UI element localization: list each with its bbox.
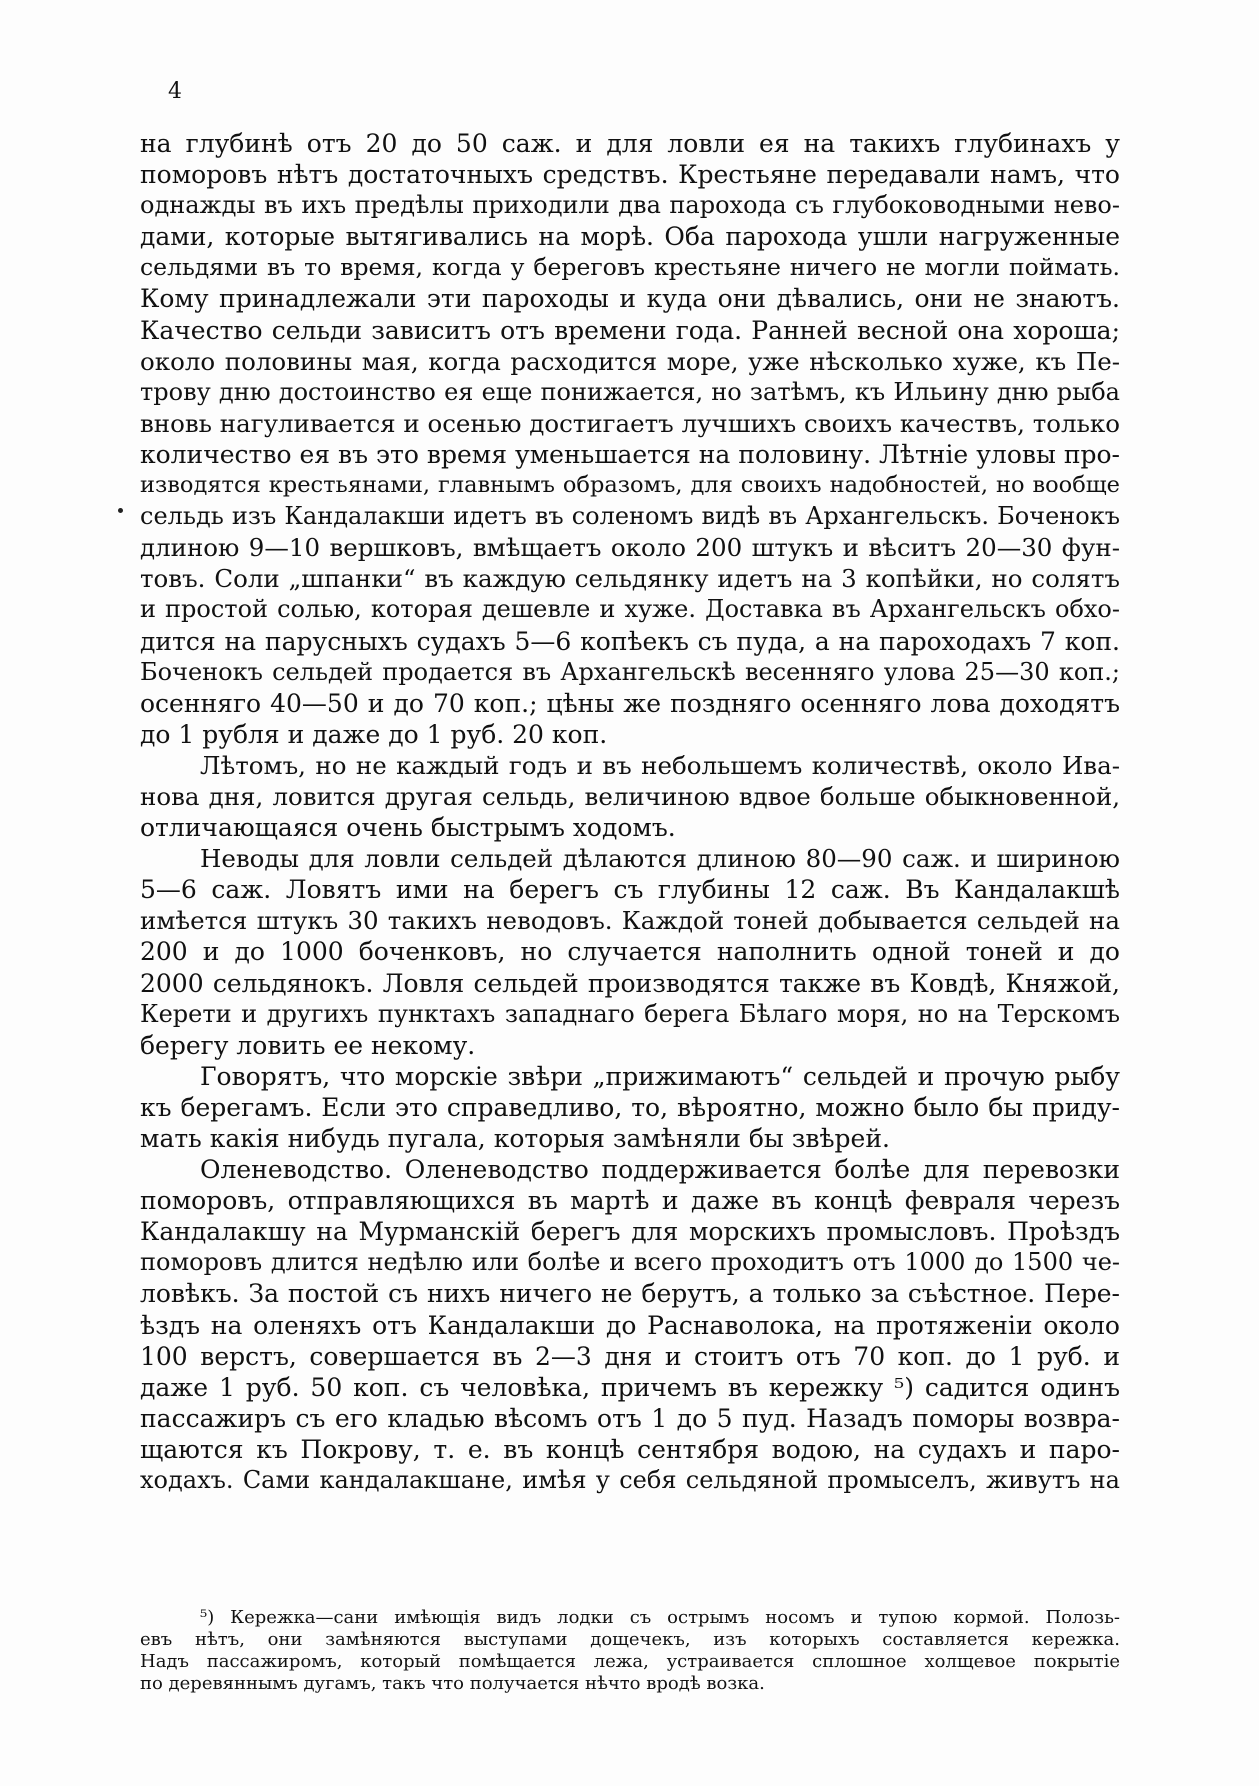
text-line: трову дню достоинство ея еще понижается, но затѣмъ, къ Ильину дню рыба <box>140 377 1120 406</box>
footnote-line: евъ нѣтъ, они замѣняются выступами дощечекъ, изъ которыхъ составляется кережка. <box>140 1629 1120 1650</box>
text-line: изводятся крестьянами, главнымъ образомъ, для своихъ надобностей, но вообще <box>140 472 1120 499</box>
text-line: къ берегамъ. Если это справедливо, то, вѣроятно, можно было бы приду- <box>140 1092 1120 1122</box>
text-line: ловѣкъ. За постой съ нихъ ничего не берутъ, а только за съѣстное. Пере- <box>140 1279 1120 1309</box>
text-line: поморовъ, отправляющихся въ мартѣ и даже въ концѣ февраля черезъ <box>140 1186 1120 1216</box>
text-line: около половины мая, когда расходится море, уже нѣсколько хуже, къ Пе- <box>140 346 1120 376</box>
text-line: дами, которые вытягивались на морѣ. Оба парохода ушли нагруженные <box>140 222 1120 252</box>
text-line: ѣздъ на оленяхъ отъ Кандалакши до Раснаволока, на протяженіи около <box>140 1310 1120 1340</box>
text-line: сельдями въ то время, когда у береговъ крестьяне ничего не могли поймать. <box>140 253 1120 282</box>
text-line: поморовъ длится недѣлю или болѣе и всего проходитъ отъ 1000 до 1500 че- <box>140 1248 1120 1277</box>
margin-dot-mark <box>118 508 123 513</box>
text-line: на глубинѣ отъ 20 до 50 саж. и для ловли ея на такихъ глубинахъ у <box>140 129 1120 158</box>
text-line: Боченокъ сельдей продается въ Архангельскѣ весенняго улова 25—30 коп.; <box>140 657 1120 686</box>
text-line: 2000 сельдянокъ. Ловля сельдей производятся также въ Ковдѣ, Княжой, <box>140 968 1120 998</box>
text-line: Качество сельди зависитъ отъ времени года. Ранней весной она хороша; <box>140 315 1120 345</box>
text-line: берегу ловить ее некому. <box>140 1030 476 1060</box>
text-line: 100 верстъ, совершается въ 2—3 дня и стоитъ отъ 70 коп. до 1 руб. и <box>140 1341 1120 1371</box>
text-line: однажды въ ихъ предѣлы приходили два парохода съ глубоководными нево- <box>140 191 1120 220</box>
text-line: до 1 рубля и даже до 1 руб. 20 коп. <box>140 719 608 749</box>
text-line: Кандалакшу на Мурманскій берегъ для морскихъ промысловъ. Проѣздъ <box>140 1217 1120 1247</box>
text-line: количество ея въ это время уменьшается на половину. Лѣтніе уловы про- <box>140 439 1120 469</box>
text-line: щаются къ Покрову, т. е. въ концѣ сентября водою, на судахъ и паро- <box>140 1434 1120 1464</box>
text-line: длиною 9—10 вершковъ, вмѣщаетъ около 200 штукъ и вѣситъ 20—30 фун- <box>140 533 1120 563</box>
text-line: ходахъ. Сами кандалакшане, имѣя у себя сельдяной промыселъ, живутъ на <box>140 1466 1120 1495</box>
footnote-line: по деревяннымъ дугамъ, такъ что получается нѣчто вродѣ возка. <box>140 1673 765 1694</box>
text-line: поморовъ нѣтъ достаточныхъ средствъ. Крестьяне передавали намъ, что <box>140 160 1120 190</box>
text-line: даже 1 руб. 50 коп. съ человѣка, причемъ въ керeжку ⁵) садится одинъ <box>140 1372 1120 1402</box>
text-line: нова дня, ловится другая сельдь, величиною вдвое больше обыкновенной, <box>140 781 1120 811</box>
footnote-line: ⁵) Кережка—сани имѣющія видъ лодки съ острымъ носомъ и тупою кормой. Полозь- <box>200 1607 1120 1628</box>
text-line: Говорятъ, что морскіе звѣри „прижимаютъ“ сельдей и прочую рыбу <box>200 1061 1120 1091</box>
text-line: имѣется штукъ 30 такихъ неводовъ. Каждой тоней добывается сельдей на <box>140 906 1120 936</box>
text-line: дится на парусныхъ судахъ 5—6 копѣекъ съ пуда, а на пароходахъ 7 коп. <box>140 626 1120 656</box>
text-line: Керети и другихъ пунктахъ западнаго берега Бѣлаго моря, но на Терскомъ <box>140 999 1120 1028</box>
text-line: товъ. Соли „шпанки“ въ каждую сельдянку идетъ на 3 копѣйки, но солятъ <box>140 564 1120 594</box>
page-number: 4 <box>168 79 182 104</box>
text-line: вновь нагуливается и осенью достигаетъ лучшихъ своихъ качествъ, только <box>140 408 1120 438</box>
body-text <box>140 128 1120 1496</box>
text-line: Кому принадлежали эти пароходы и куда они дѣвались, они не знаютъ. <box>140 284 1120 314</box>
footnote <box>140 1607 1120 1695</box>
text-line: Лѣтомъ, но не каждый годъ и въ небольшемъ количествѣ, около Ива- <box>200 750 1120 780</box>
text-line: и простой солью, которая дешевле и хуже. Доставка въ Архангельскъ обхо- <box>140 595 1120 624</box>
text-line: 5—6 саж. Ловятъ ими на берегъ съ глубины 12 саж. Въ Кандалакшѣ <box>140 875 1120 905</box>
text-line: отличающаяся очень быстрымъ ходомъ. <box>140 813 676 843</box>
text-line: осенняго 40—50 и до 70 коп.; цѣны же поздняго осенняго лова доходятъ <box>140 688 1120 718</box>
footnote-line: Надъ пассажиромъ, который помѣщается лежа, устраивается сплошное холщевое покрытіе <box>140 1651 1120 1672</box>
text-line: Неводы для ловли сельдей дѣлаются длиною 80—90 саж. и шириною <box>200 844 1120 874</box>
text-line: пассажиръ съ его кладью вѣсомъ отъ 1 до 5 пуд. Назадъ поморы возвра- <box>140 1403 1120 1433</box>
text-line: Оленеводство. Оленеводство поддерживается болѣе для перевозки <box>200 1155 1120 1185</box>
text-line: мать какія нибудь пугала, которыя замѣняли бы звѣрей. <box>140 1124 890 1153</box>
text-line: сельдь изъ Кандалакши идетъ въ соленомъ видѣ въ Архангельскъ. Боченокъ <box>140 502 1120 531</box>
text-line: 200 и до 1000 боченковъ, но случается наполнить одной тоней и до <box>140 937 1120 967</box>
